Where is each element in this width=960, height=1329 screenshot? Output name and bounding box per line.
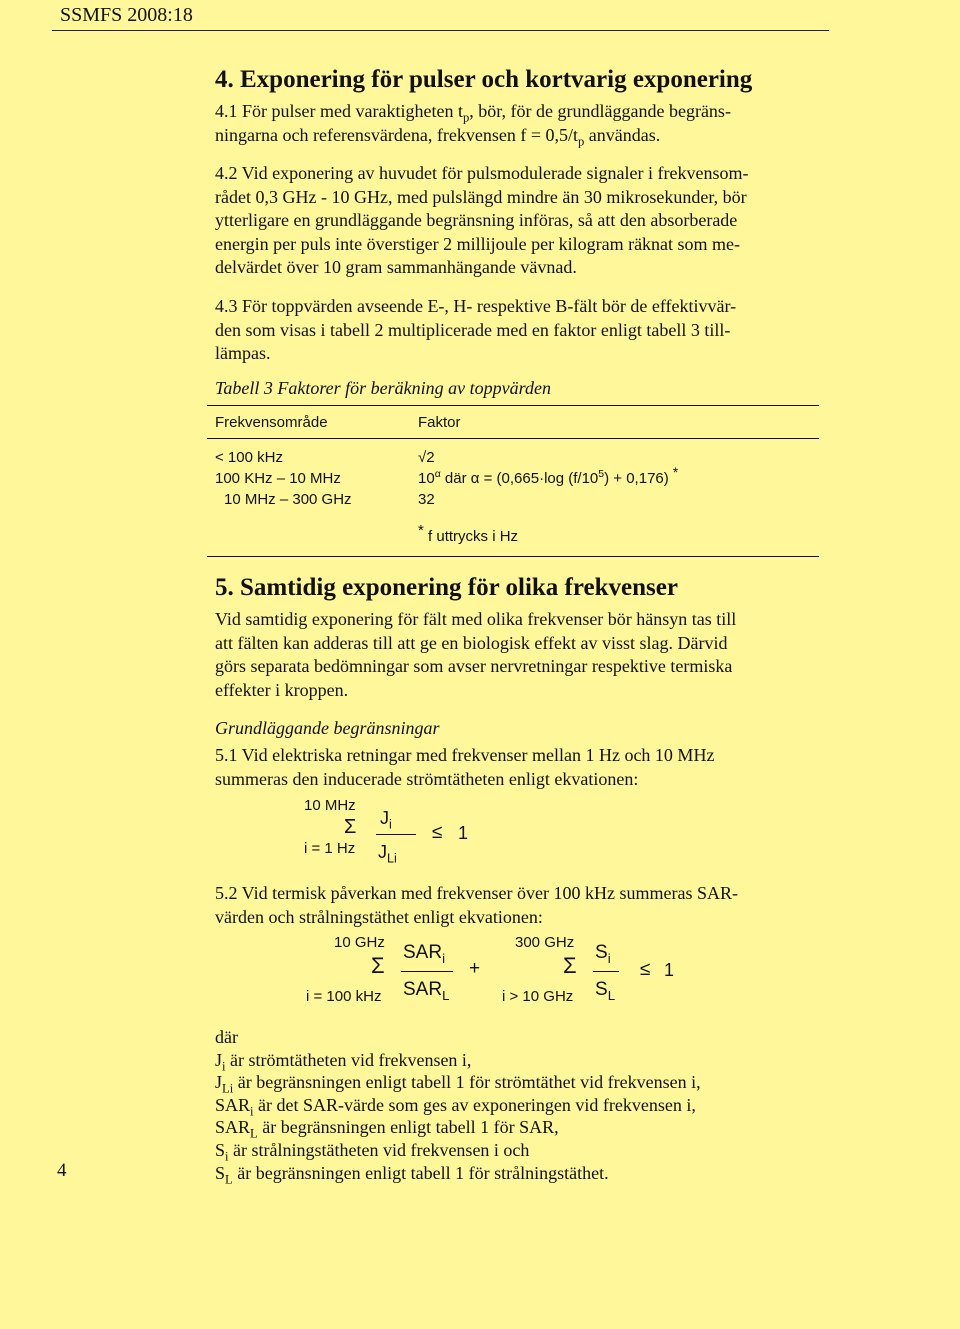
section-4-title: 4. Exponering för pulser och kortvarig exponering — [215, 66, 753, 93]
section-5-title: 5. Samtidig exponering för olika frekvenser — [215, 574, 678, 601]
intro-line: görs separata bedömningar som avser nervretningar respektive termiska — [215, 656, 733, 676]
paragraph-5-1 — [215, 744, 827, 791]
eq2-fraction-bar-1 — [401, 971, 453, 972]
eq1-den-sub: Li — [387, 851, 397, 866]
footnote-marker: * — [672, 465, 679, 480]
p52-line: 5.2 Vid termisk påverkan med frekvenser över 100 kHz summeras SAR- — [215, 883, 738, 903]
def-symbol: SAR — [215, 1094, 251, 1115]
intro-line: att fälten kan adderas till att ge en biologisk effekt av visst slag. Därvid — [215, 632, 728, 653]
table-header-factor: Faktor — [418, 414, 461, 431]
subheading: Grundläggande begränsningar — [215, 718, 440, 738]
definition-item — [215, 1094, 701, 1117]
eq1-numerator — [380, 808, 392, 832]
def-symbol: J — [215, 1049, 223, 1070]
table-caption: Tabell 3 Faktorer för beräkning av toppvärden — [215, 378, 551, 398]
eq2-den1-sub: L — [442, 987, 450, 1003]
definition-item — [215, 1071, 701, 1094]
p41-sub2: p — [578, 134, 585, 149]
table-cell-range: < 100 kHz — [215, 449, 283, 466]
eq2-num2-sym: S — [595, 942, 608, 963]
p41-pre: 4.1 För pulser med varaktigheten t — [215, 101, 463, 121]
def-symbol: SAR — [215, 1117, 251, 1138]
p42-line: delvärdet över 10 gram sammanhängande vävnad. — [215, 257, 577, 277]
table-header-range: Frekvensområde — [215, 414, 328, 431]
table-cell-range: 100 KHz – 10 MHz — [215, 470, 341, 487]
section-5-intro — [215, 608, 827, 702]
factor-exponent: α — [434, 468, 441, 480]
p51-line: 5.1 Vid elektriska retningar med frekvenser mellan 1 Hz och 10 MHz — [215, 745, 715, 765]
eq1-den-sym: J — [378, 842, 387, 862]
paragraph-4-1 — [215, 100, 827, 147]
factor-exponent-2: 5 — [598, 468, 605, 480]
eq1-fraction-bar — [376, 834, 416, 835]
definition-item — [215, 1116, 701, 1139]
paragraph-4-2 — [215, 162, 827, 280]
def-symbol: S — [215, 1139, 226, 1160]
eq2-den2-sub: L — [607, 987, 616, 1003]
eq2-lower-limit-1: i = 100 kHz — [306, 988, 382, 1005]
paragraph-4-3 — [215, 295, 827, 366]
factor-base: 10 — [418, 470, 435, 487]
factor-text: där α = (0,665·log (f/10 — [440, 470, 599, 487]
definition-item — [215, 1049, 701, 1072]
eq2-rhs: 1 — [664, 960, 675, 980]
page-number: 4 — [57, 1160, 67, 1181]
eq1-denominator — [378, 842, 397, 866]
def-text: är begränsningen enligt tabell 1 för strömtäthet vid frekvensen i, — [233, 1072, 701, 1093]
def-subscript: Li — [222, 1081, 234, 1096]
eq2-denominator-1 — [403, 979, 449, 1001]
p41-line2a: ningarna och referensvärdena, frekvensen f = 0,5/t — [215, 124, 578, 145]
p41-mid: , bör, för de grundläggande begräns- — [469, 101, 731, 121]
p42-line: ytterligare en grundläggande begränsning införas, så att den absorberade — [215, 210, 738, 230]
eq2-sigma-2: Σ — [563, 953, 577, 978]
eq2-den2-sym: S — [595, 979, 608, 1000]
p41-sub1: p — [462, 110, 470, 125]
table-cell-factor — [418, 449, 435, 466]
def-subscript: i — [222, 1059, 226, 1074]
footnote-text: f uttrycks i Hz — [428, 528, 519, 545]
eq1-num-sub: i — [389, 817, 392, 832]
table-cell-factor — [418, 465, 679, 487]
p51-line: summeras den inducerade strömtätheten enligt ekvationen: — [215, 768, 639, 789]
running-header: SSMFS 2008:18 — [60, 4, 193, 26]
def-text: är strålningstätheten vid frekvensen i och — [228, 1139, 530, 1160]
eq1-rhs: 1 — [458, 823, 469, 843]
eq2-denominator-2 — [595, 979, 615, 1001]
p42-line: 4.2 Vid exponering av huvudet för pulsmodulerade signaler i frekvensom- — [215, 163, 749, 183]
definitions — [215, 1026, 701, 1187]
table-cell-range: 10 MHz – 300 GHz — [224, 491, 352, 508]
p42-line: rådet 0,3 GHz - 10 GHz, med pulslängd mindre än 30 mikrosekunder, bör — [215, 186, 747, 207]
paragraph-5-2 — [215, 882, 827, 929]
eq2-upper-limit-2: 300 GHz — [515, 934, 575, 951]
def-text: är det SAR-värde som ges av exponeringen vid frekvensen i, — [253, 1094, 696, 1115]
p41-line2b: användas. — [584, 124, 661, 145]
eq1-num-sym: J — [380, 808, 389, 828]
def-symbol: J — [215, 1072, 223, 1093]
p43-line: lämpas. — [215, 343, 271, 363]
eq2-num1-sub: i — [442, 950, 446, 966]
factor-value: 2 — [426, 449, 435, 466]
def-text: är strömtätheten vid frekvensen i, — [225, 1049, 472, 1070]
eq2-num2-sub: i — [607, 950, 611, 966]
eq2-num1-sym: SAR — [403, 942, 443, 963]
eq2-plus: + — [469, 958, 481, 979]
p42-line: energin per puls inte överstiger 2 millijoule per kilogram räknat som me- — [215, 233, 741, 254]
table-bottom-rule — [207, 556, 819, 557]
def-symbol: S — [215, 1162, 226, 1183]
eq2-numerator-2 — [595, 942, 611, 964]
where-label: där — [215, 1027, 238, 1047]
table-cell-factor: 32 — [418, 491, 435, 508]
def-subscript: L — [225, 1172, 233, 1187]
table-footnote — [418, 522, 519, 545]
def-subscript: i — [225, 1149, 229, 1164]
definition-item — [215, 1139, 701, 1162]
intro-line: Vid samtidig exponering för fält med olika frekvenser bör hänsyn tas till — [215, 609, 737, 629]
table-top-rule — [207, 405, 819, 406]
def-subscript: i — [250, 1104, 254, 1119]
eq2-den1-sym: SAR — [403, 979, 443, 1000]
def-subscript: L — [250, 1126, 258, 1141]
p43-line: 4.3 För toppvärden avseende E-, H- respektive B-fält bör de effektivvär- — [215, 296, 737, 316]
eq2-numerator-1 — [403, 942, 445, 964]
eq1-lower-limit: i = 1 Hz — [304, 840, 356, 857]
eq2-lower-limit-2: i > 10 GHz — [502, 988, 574, 1005]
eq2-fraction-bar-2 — [593, 971, 619, 972]
eq1-upper-limit: 10 MHz — [304, 797, 356, 814]
footnote-star: * — [418, 522, 424, 539]
eq2-upper-limit-1: 10 GHz — [334, 934, 385, 951]
def-text: är begränsningen enligt tabell 1 för SAR, — [257, 1117, 559, 1138]
eq1-sigma: Σ — [344, 816, 357, 838]
eq2-leq: ≤ — [640, 959, 651, 980]
eq2-sigma-1: Σ — [371, 953, 385, 978]
factor-text-2: ) + 0,176) — [604, 470, 669, 487]
eq1-leq: ≤ — [432, 822, 443, 843]
definition-item — [215, 1162, 701, 1185]
table-header-rule — [207, 438, 819, 439]
p43-line: den som visas i tabell 2 multiplicerade med en faktor enligt tabell 3 till- — [215, 319, 731, 340]
intro-line: effekter i kroppen. — [215, 679, 349, 700]
sqrt-symbol: √ — [418, 449, 427, 466]
p52-line: värden och strålningstäthet enligt ekvationen: — [215, 906, 543, 927]
header-rule — [52, 30, 829, 31]
def-text: är begränsningen enligt tabell 1 för strålningstäthet. — [232, 1162, 609, 1183]
